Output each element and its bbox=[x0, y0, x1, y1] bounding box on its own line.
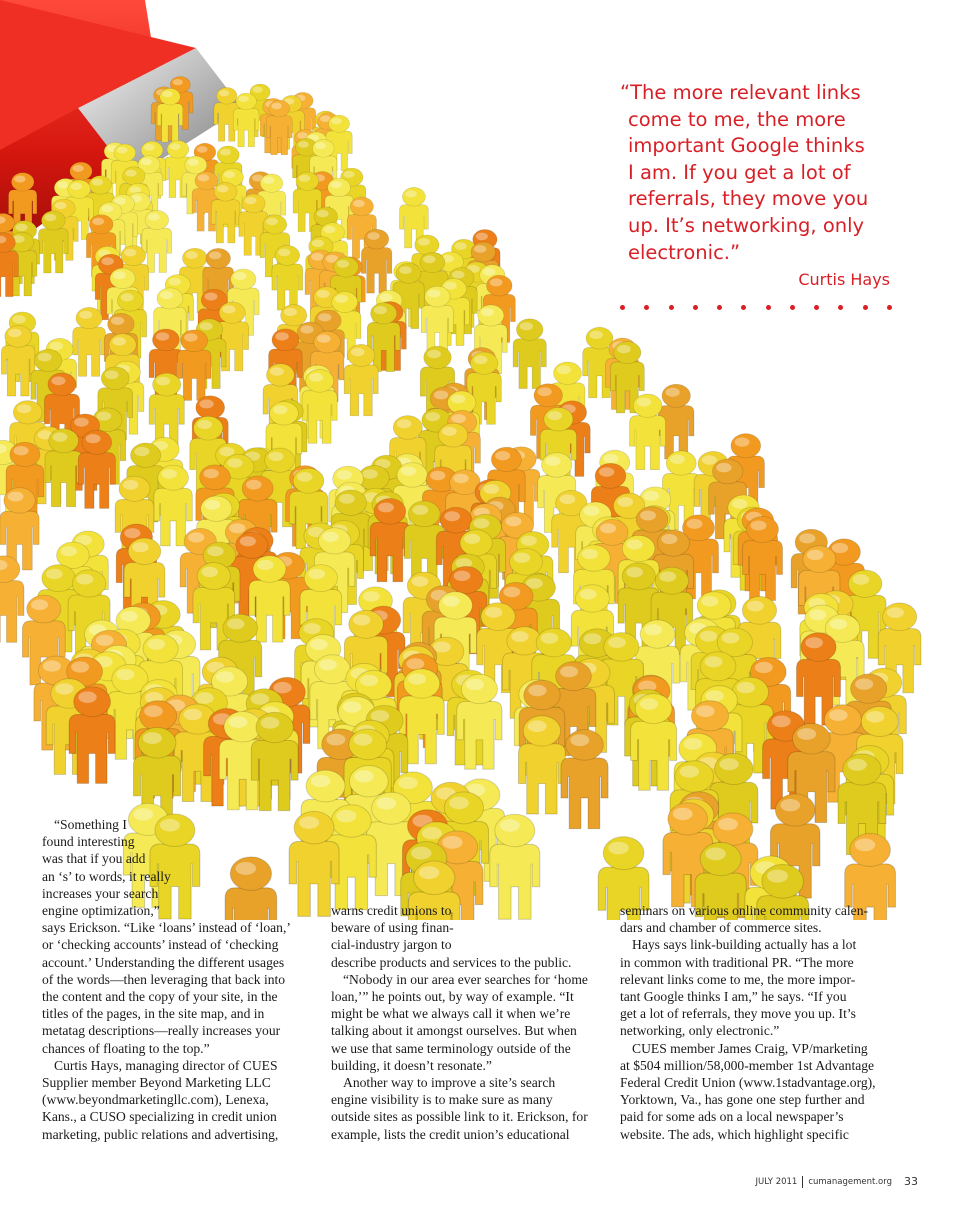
divider-dot bbox=[838, 305, 843, 310]
person-figure-icon bbox=[45, 429, 82, 507]
text-line: marketing, public relations and advertising, bbox=[42, 1126, 279, 1142]
text-line: Supplier member Beyond Marketing LLC bbox=[42, 1075, 271, 1091]
text-line: increases your search bbox=[42, 885, 159, 901]
person-figure-icon bbox=[177, 330, 211, 401]
text-line: Another way to improve a site’s search bbox=[343, 1075, 556, 1091]
divider-dot bbox=[620, 305, 625, 310]
pull-quote-line: up. It’s networking, only bbox=[628, 213, 865, 237]
text-line: dars and chamber of commerce sites. bbox=[620, 920, 822, 936]
text-line: of the words—then leveraging that back into bbox=[42, 971, 286, 987]
text-line: engine visibility is to make sure as many bbox=[331, 1092, 553, 1108]
text-line: chances of floating to the top.” bbox=[42, 1040, 210, 1056]
person-figure-icon bbox=[211, 182, 240, 242]
person-figure-icon bbox=[142, 210, 172, 272]
divider-dot bbox=[863, 305, 868, 310]
pull-quote-attribution: Curtis Hays bbox=[798, 270, 890, 289]
text-line: CUES member James Craig, VP/marketing bbox=[632, 1040, 868, 1056]
issue-date: JULY 2011 bbox=[755, 1176, 798, 1187]
text-line: engine optimization,” bbox=[42, 903, 160, 919]
person-figure-icon bbox=[0, 556, 24, 643]
text-line: website. The ads, which highlight specific bbox=[620, 1126, 849, 1142]
divider-dot bbox=[693, 305, 698, 310]
page-number: 33 bbox=[904, 1175, 918, 1188]
person-figure-icon bbox=[344, 344, 378, 415]
divider-dot bbox=[644, 305, 649, 310]
person-figure-icon bbox=[272, 245, 303, 310]
pull-quote-line: I am. If you get a lot of bbox=[628, 160, 851, 184]
text-line: “Nobody in our area ever searches for ‘home bbox=[343, 971, 588, 987]
pull-quote-line: come to me, the more bbox=[628, 107, 846, 131]
text-line: in common with traditional PR. “The more bbox=[620, 954, 854, 970]
divider-dot bbox=[741, 305, 746, 310]
pull-quote-line: “The more relevant links bbox=[620, 81, 861, 104]
article-column-2 bbox=[331, 902, 603, 1143]
text-line: was that if you add bbox=[42, 851, 146, 867]
text-line: Kans., a CUSO specializing in credit union bbox=[42, 1109, 277, 1125]
text-line: tant Google thinks I am,” he says. “If you bbox=[620, 989, 847, 1005]
text-line: relevant links come to me, the more impor- bbox=[620, 971, 856, 987]
text-line: Curtis Hays, managing director of CUES bbox=[54, 1057, 278, 1073]
pull-quote-line: important Google thinks bbox=[628, 134, 865, 158]
divider-dot bbox=[717, 305, 722, 310]
person-figure-icon bbox=[154, 465, 192, 546]
text-line: networking, only electronic.” bbox=[620, 1023, 780, 1039]
person-figure-icon bbox=[561, 730, 608, 829]
person-figure-icon bbox=[630, 394, 666, 470]
text-line: seminars on various online community calen- bbox=[620, 903, 869, 918]
text-line: account.’ Understanding the different usages bbox=[42, 954, 285, 970]
person-figure-icon bbox=[519, 716, 566, 814]
person-figure-icon bbox=[149, 373, 184, 447]
text-line: paid for some ads on a local newspaper’s bbox=[620, 1109, 844, 1125]
pull-quote bbox=[620, 80, 900, 266]
person-figure-icon bbox=[73, 307, 106, 376]
divider-dot bbox=[814, 305, 819, 310]
text-line: found interesting bbox=[42, 834, 135, 850]
article-column-3 bbox=[620, 902, 892, 1143]
text-line: example, lists the credit union’s educational bbox=[331, 1126, 570, 1142]
text-line: (www.beyondmarketingllc.com), Lenexa, bbox=[42, 1092, 269, 1108]
text-line: cial-industry jargon to bbox=[331, 937, 452, 953]
pull-quote-line: referrals, they move you bbox=[628, 187, 869, 211]
text-line: or ‘checking accounts’ instead of ‘checking bbox=[42, 937, 279, 953]
person-figure-icon bbox=[78, 430, 115, 508]
article-column-1 bbox=[42, 816, 314, 1143]
divider-dot bbox=[669, 305, 674, 310]
divider-dot bbox=[790, 305, 795, 310]
page-footer bbox=[755, 1175, 918, 1188]
text-line: talking about it amongst ourselves. But when bbox=[331, 1023, 577, 1039]
footer-divider bbox=[802, 1176, 803, 1188]
text-line: Federal Credit Union (www.1stadvantage.org), bbox=[620, 1075, 876, 1091]
text-line: the content and the copy of your site, in the bbox=[42, 989, 278, 1005]
text-line: Hays says link-building actually has a lot bbox=[632, 937, 857, 953]
text-line: “Something I bbox=[54, 817, 127, 832]
text-line: loan,’” he points out, by way of example. “It bbox=[331, 989, 574, 1005]
person-figure-icon bbox=[233, 93, 259, 147]
divider-dot bbox=[766, 305, 771, 310]
text-line: metatag descriptions—really increases your bbox=[42, 1023, 281, 1039]
pull-quote-line: electronic.” bbox=[628, 240, 741, 264]
text-line: an ‘s’ to words, it really bbox=[42, 868, 171, 884]
text-line: Yorktown, Va., has gone one step further and bbox=[620, 1092, 865, 1108]
person-figure-icon bbox=[513, 319, 546, 389]
dotted-divider bbox=[620, 305, 892, 313]
text-line: titles of the pages, in the site map, and in bbox=[42, 1006, 265, 1022]
person-figure-icon bbox=[39, 211, 69, 273]
text-line: outside sites as possible link to it. Erickson, for bbox=[331, 1109, 588, 1125]
text-line: at $504 million/58,000-member 1st Advantage bbox=[620, 1057, 875, 1073]
text-line: get a lot of referrals, they move you up. It’s bbox=[620, 1006, 856, 1022]
text-line: warns credit unions to bbox=[331, 903, 452, 918]
text-line: building, it doesn’t resonate.” bbox=[331, 1057, 492, 1073]
text-line: we use that same terminology outside of the bbox=[331, 1040, 571, 1056]
text-line: beware of using finan- bbox=[331, 920, 454, 936]
site-url: cumanagement.org bbox=[808, 1176, 892, 1187]
text-line: describe products and services to the public. bbox=[331, 954, 572, 970]
person-figure-icon bbox=[1, 325, 35, 396]
text-line: says Erickson. “Like ‘loans’ instead of ‘loan,’ bbox=[42, 920, 291, 936]
person-figure-icon bbox=[361, 229, 391, 293]
text-line: might be what we always call it when we’re bbox=[331, 1006, 571, 1022]
divider-dot bbox=[887, 305, 892, 310]
